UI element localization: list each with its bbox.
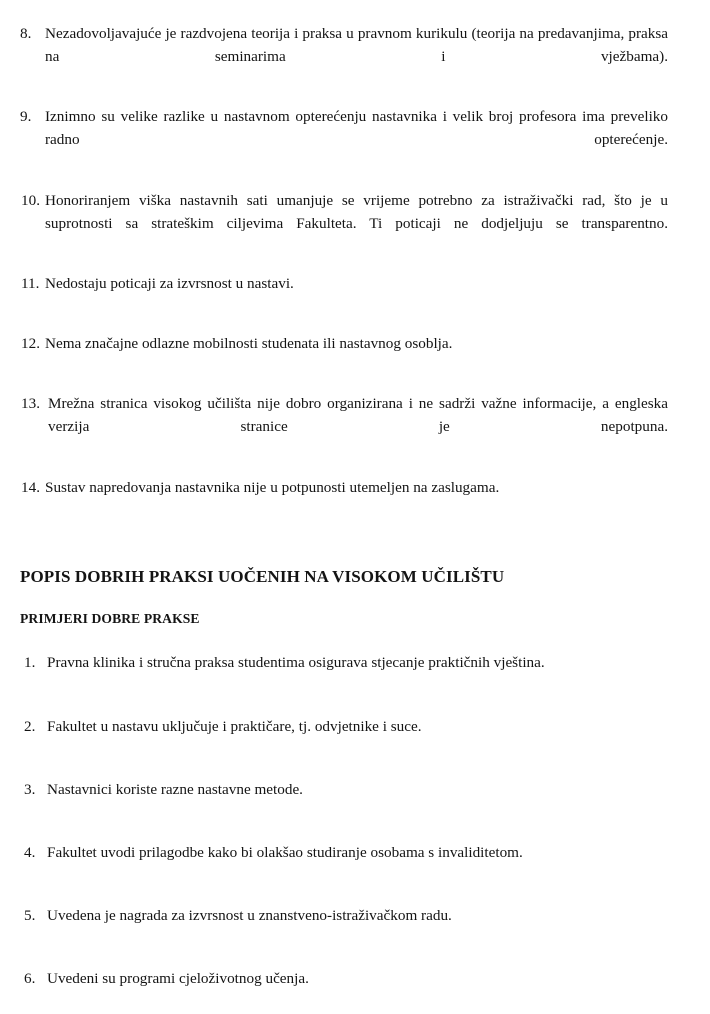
list-item-text: Iznimno su velike razlike u nastavnom opterećenju nastavnika i velik broj profesora ima preveliko radno opterećenje. <box>45 108 668 149</box>
list-item-text: Fakultet u nastavu uključuje i praktičare, tj. odvjetnike i suce. <box>47 717 422 735</box>
list-item-number: 11. <box>21 274 40 292</box>
list-item-text: Nastavnici koriste razne nastavne metode. <box>47 780 303 798</box>
issues-list <box>20 22 668 522</box>
list-item <box>20 715 668 761</box>
list-item-number: 14. <box>21 478 40 496</box>
list-item-number: 10. <box>21 191 40 209</box>
section-heading: POPIS DOBRIH PRAKSI UOČENIH NA VISOKOM UČILIŠTU <box>20 566 505 586</box>
list-item-text: Nedostaju poticaji za izvrsnost u nastavi. <box>45 274 294 292</box>
list-item-text: Honoriranjem viška nastavnih sati umanjuje se vrijeme potrebno za istraživački rad, što je u suprotnosti sa strateškim ciljevima Fakulteta. Ti poticaji ne dodjeljuju se transparentno. <box>45 191 668 232</box>
list-item-text: Uvedeni su programi cjeloživotnog učenja. <box>47 970 309 988</box>
list-item <box>20 476 668 522</box>
list-item <box>20 189 668 258</box>
list-item-text: Fakultet uvodi prilagodbe kako bi olakšao studiranje osobama s invaliditetom. <box>47 844 523 862</box>
list-item-number: 13. <box>21 395 40 413</box>
section-subheading: PRIMJERI DOBRE PRAKSE <box>20 610 200 626</box>
list-item-text: Mrežna stranica visokog učilišta nije dobro organizirana i ne sadrži važne informacije, a engleska verzija stranice je nepotpuna. <box>48 395 668 436</box>
list-item-number: 5. <box>24 907 36 925</box>
list-item-text: Uvedena je nagrada za izvrsnost u znanstveno-istraživačkom radu. <box>47 907 452 925</box>
list-item-text: Sustav napredovanja nastavnika nije u potpunosti utemeljen na zaslugama. <box>45 478 500 496</box>
list-item-number: 1. <box>24 654 36 672</box>
list-item <box>20 392 668 461</box>
list-item-number: 6. <box>24 970 36 988</box>
section-spacer <box>20 522 668 566</box>
list-item-number: 12. <box>21 335 40 353</box>
list-item-text: Pravna klinika i stručna praksa studentima osigurava stjecanje praktičnih vještina. <box>47 654 545 672</box>
list-item-number: 2. <box>24 717 36 735</box>
list-item-number: 3. <box>24 780 36 798</box>
list-item <box>20 332 668 378</box>
good-practices-list <box>20 651 668 1013</box>
list-item <box>20 778 668 824</box>
list-item-text: Nezadovoljavajuće je razdvojena teorija i praksa u pravnom kurikulu (teorija na predavanjima, praksa na seminarima i vježbama). <box>45 25 668 66</box>
list-item <box>20 651 668 697</box>
list-item-number: 8. <box>20 25 32 42</box>
list-item <box>20 22 668 91</box>
list-item <box>20 105 668 174</box>
list-item <box>20 904 668 950</box>
list-item-text: Nema značajne odlazne mobilnosti studenata ili nastavnog osoblja. <box>45 335 453 353</box>
list-item <box>20 967 668 1013</box>
list-item-number: 9. <box>20 108 32 126</box>
list-item <box>20 272 668 318</box>
list-item <box>20 841 668 887</box>
list-item-number: 4. <box>24 844 36 862</box>
